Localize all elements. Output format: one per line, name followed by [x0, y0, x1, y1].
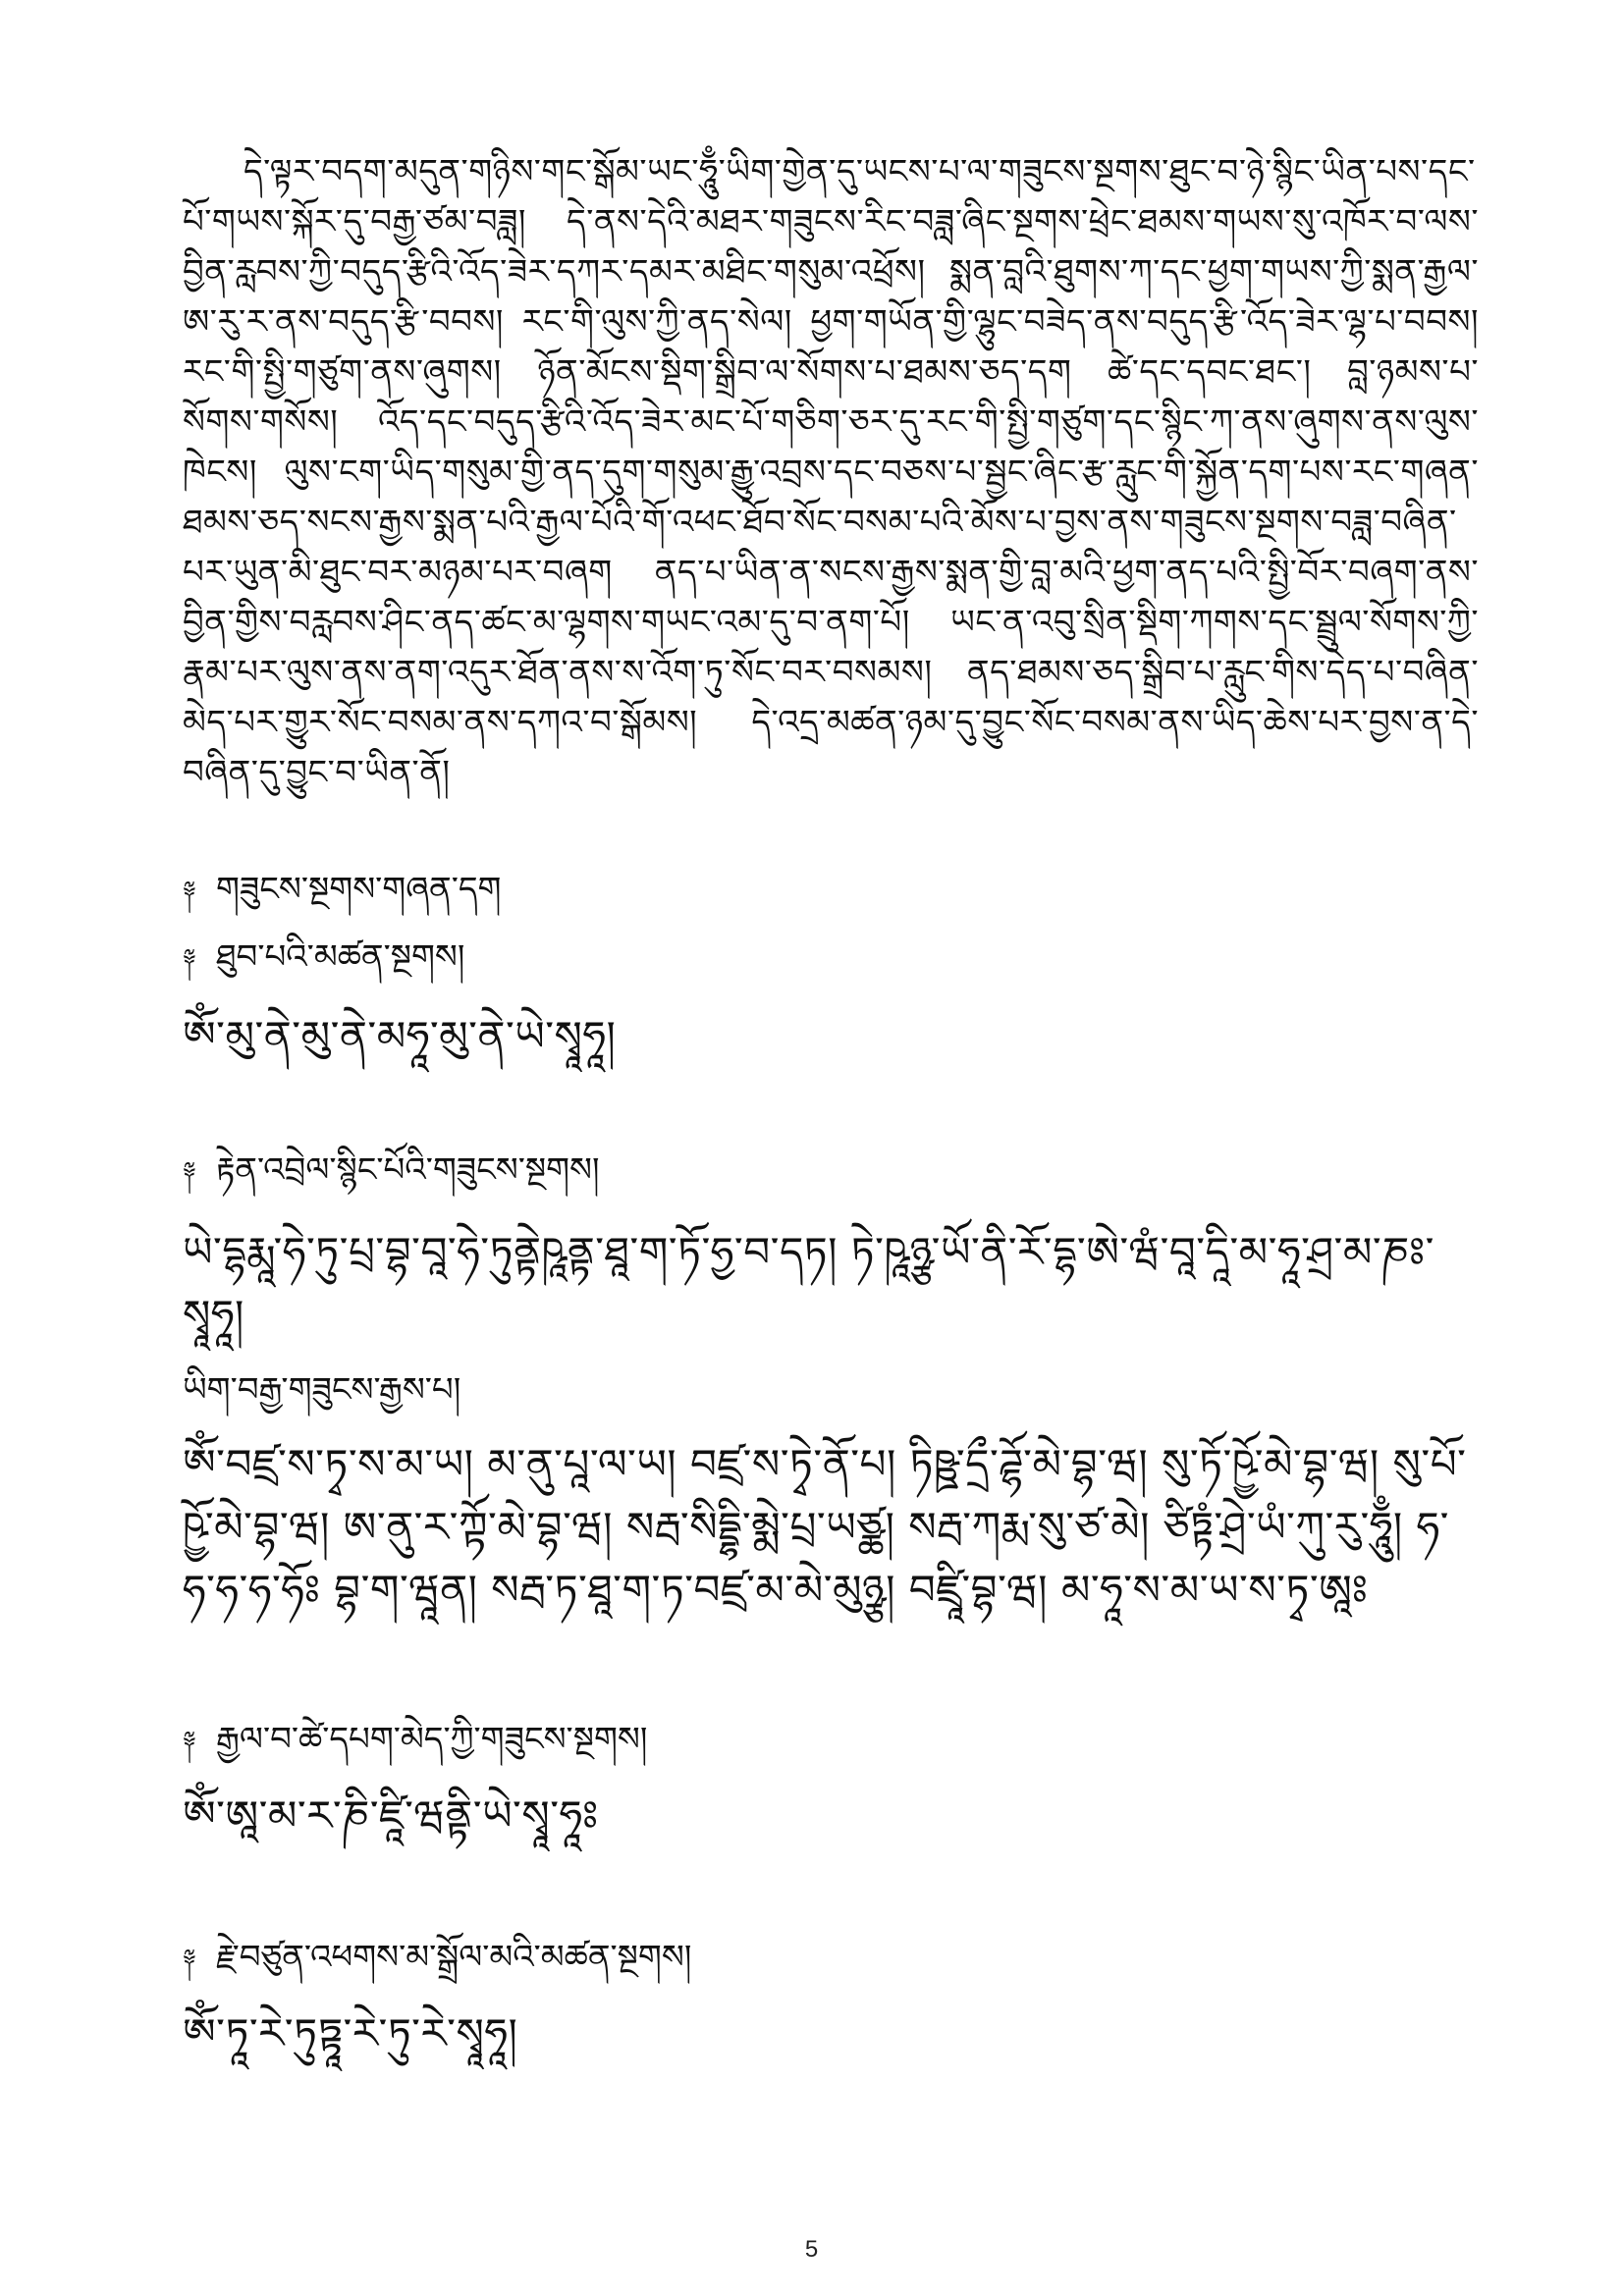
- section-marker: ༈: [183, 1725, 196, 1757]
- section-marker: ༈: [183, 875, 196, 907]
- mantra-hundred-syllable: ཨོཾ་བཛྲ་ས་ཏྭ་ས་མ་ཡ། མ་ནུ་པཱ་ལ་ཡ། བཛྲ་ས་ཏྭེ་ནོ་པ། ཏིཥྛ་དྲྀ་ཌྷོ་མེ་བྷ་ཝ། སུ་ཏོ་ཥྱོ་མེ་བྷ་ཝ། སུ་པོ་ཥྱོ་མེ་བྷ་ཝ། ཨ་ནུ་ར་ཀྟོ་མེ་བྷ་ཝ། སརྦ་སིདྡྷི་མྨེ་པྲ་ཡཙྪ། སརྦ་ཀརྨ་སུ་ཙ་མེ། ཙིཏྟཾ་ཤྲེ་ཡཾ་ཀུ་རུ་ཧཱུྃ། ཧ་ཧ་ཧ་ཧ་ཧོཿ བྷ་ག་ཝཱན། སརྦ་ཏ་ཐཱ་ག་ཏ་བཛྲ་མ་མེ་མུཉྩ། བཛྲཱི་བྷ་ཝ། མ་ཧཱ་ས་མ་ཡ་ས་ཏྭ་ཨཱཿ: [183, 1440, 1467, 1614]
- intro-paragraph: དེ་ལྟར་བདག་མདུན་གཉིས་གང་སྒོམ་ཡང་ཧཱུྃ་ཡིག་གྱེན་དུ་ཡངས་པ་ལ་གཟུངས་སྔགས་ཐུང་བ་ཉེ་སྙིང་ཡིན་པས་དང་པོ་གཡས་སྐོར་དུ་བརྒྱ་ཙམ་བཟླ། དེ་ནས་དེའི་མཐར་གཟུངས་རིང་བཟླ་ཞིང་སྔགས་ཕྲེང་ཐམས་གཡས་སུ་འཁོར་བ་ལས་བྱིན་རླབས་ཀྱི་བདུད་རྩིའི་འོད་ཟེར་དཀར་དམར་མཐིང་གསུམ་འཕྲོས། སྨན་བླའི་ཐུགས་ཀ་དང་ཕྱག་གཡས་ཀྱི་སྨན་རྒྱལ་ཨ་རུ་ར་ནས་བདུད་རྩི་བབས། རང་གི་ལུས་ཀྱི་ནད་སེལ། ཕྱག་གཡོན་གྱི་ལྷུང་བཟེད་ནས་བདུད་རྩི་འོད་ཟེར་ལྷ་པ་བབས། རང་གི་སྤྱི་གཙུག་ནས་ཞུགས། ཉོན་མོངས་སྡིག་སྒྲིབ་ལ་སོགས་པ་ཐམས་ཅད་དག ཚེ་དང་དབང་ཐང་། བླ་ཉམས་པ་སོགས་གསོས། འོད་དང་བདུད་རྩིའི་འོད་ཟེར་མང་པོ་གཅིག་ཅར་དུ་རང་གི་སྤྱི་གཙུག་དང་སྙིང་ཀ་ནས་ཞུགས་ནས་ལུས་ཁེངས། ལུས་ངག་ཡིད་གསུམ་གྱི་ནད་དུག་གསུམ་རྒྱུ་འབྲས་དང་བཅས་པ་སྦྱང་ཞིང་རྩ་རླུང་གི་སྐྱོན་དག་པས་རང་གཞན་ཐམས་ཅད་སངས་རྒྱས་སྨན་པའི་རྒྱལ་པོའི་གོ་འཕང་ཐོབ་སོང་བསམ་པའི་མོས་པ་བྱས་ནས་གཟུངས་སྔགས་བཟླ་བཞིན་པར་ཡུན་མི་ཐུང་བར་མཉམ་པར་བཞག ནད་པ་ཡིན་ན་སངས་རྒྱས་སྨན་གྱི་བླ་མའི་ཕྱག་ནད་པའི་སྤྱི་བོར་བཞག་ནས་བྱིན་གྱིས་བརླབས་ཤིང་ནད་ཚང་མ་ལྷགས་གཡང་འམ་དུ་བ་ནག་པོ། ཡང་ན་འབུ་སྲིན་སྡིག་ཀགས་དང་སྦྲུལ་སོགས་ཀྱི་རྣམ་པར་ལུས་ནས་ནག་འདུར་ཐོན་ནས་ས་འོག་ཏུ་སོང་བར་བསམས། ནད་ཐམས་ཅད་སྒྲིབ་པ་རླུང་གིས་དེད་པ་བཞིན་མེད་པར་གྱུར་སོང་བསམ་ནས་དཀའ་བ་སྒོམས། དེ་འདྲ་མཚན་ཉམ་དུ་བྱུང་སོང་བསམ་ནས་ཡིད་ཆེས་པར་བྱས་ན་དེ་བཞིན་དུ་བྱུང་བ་ཡིན་ནོ།: [183, 152, 1479, 792]
- section-heading-text: རྗེ་བཙུན་འཕགས་མ་སྒྲོལ་མའི་མཚན་སྔགས།: [216, 1938, 692, 1977]
- mantra-amitayus: ཨོཾ་ཨཱ་མ་ར་ཎི་ཛཱི་ཝནྟི་ཡེ་སྭཱ་ཧཱཿ: [183, 1791, 599, 1840]
- section-heading-shakyamuni: [183, 935, 464, 981]
- section-heading-amitayus: [183, 1718, 647, 1763]
- page-number: 5: [804, 2236, 819, 2263]
- section-heading-hundred-syllable: [183, 1368, 460, 1412]
- section-heading-tara: [183, 1936, 691, 1981]
- section-heading-other-dharanis: [183, 868, 501, 913]
- mantra-tara: ཨོཾ་ཏཱ་རེ་ཏུཏྟཱ་རེ་ཏུ་རེ་སྭཱཧཱ།: [183, 2009, 518, 2057]
- section-heading-text: གཟུངས་སྔགས་གཞན་དག: [216, 870, 502, 909]
- section-marker: ༈: [183, 942, 196, 975]
- mantra-shakyamuni: ཨོཾ་མུ་ནེ་མུ་ནེ་མཧཱ་མུ་ནེ་ཡེ་སྭཱཧཱ།: [183, 1012, 617, 1060]
- mantra-dependent-origination: ཡེ་དྷརྨཱ་ཧེ་ཏུ་པྲ་བྷ་བཱ་ཧེ་ཏུནྟེཥཱནྟ་ཐཱ་ག་ཏོ་ཧྱ་བ་དཏ། ཏེ་ཥཱཉྩ་ཡོ་ནི་རོ་དྷ་ཨེ་ཝཾ་བཱ་དཱི་མ་ཧཱ་ཤྲ་མ་ཎཿ་སྭཱཧཱ།: [183, 1228, 1434, 1339]
- section-heading-dependent-origination: [183, 1148, 600, 1194]
- section-heading-text: ཐུབ་པའི་མཚན་སྔགས།: [216, 937, 465, 977]
- section-heading-text: རྟེན་འབྲེལ་སྙིང་པོའི་གཟུངས་སྔགས།: [216, 1150, 600, 1190]
- section-heading-text: ཡིག་བརྒྱ་གཟུངས་རྒྱས་པ།: [183, 1370, 461, 1410]
- section-marker: ༈: [183, 1943, 196, 1975]
- section-heading-text: རྒྱལ་བ་ཚེ་དཔག་མེད་ཀྱི་གཟུངས་སྔགས།: [216, 1720, 648, 1759]
- section-marker: ༈: [183, 1155, 196, 1188]
